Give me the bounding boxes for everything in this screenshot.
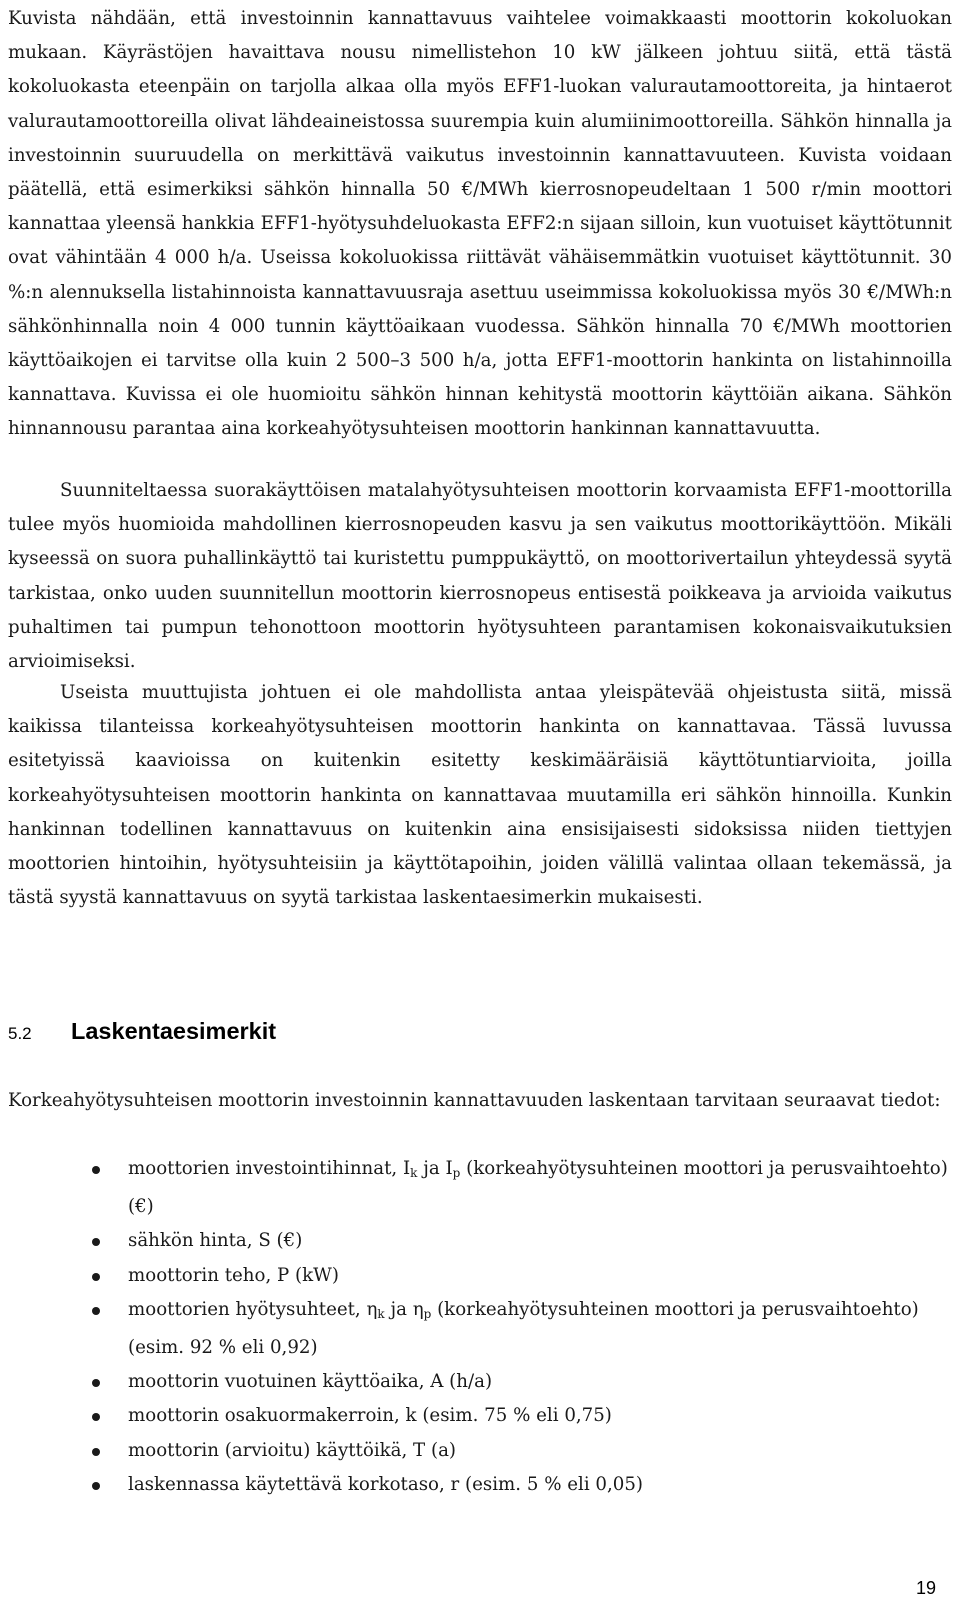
list-item: moottorin osakuormakerroin, k (esim. 75 % eli 0,75) [8, 1399, 952, 1433]
bullet-icon [92, 1238, 100, 1246]
list-item: moottorin teho, P (kW) [8, 1259, 952, 1293]
bullet-icon [92, 1307, 100, 1315]
paragraph: Useista muuttujista johtuen ei ole mahdollista antaa yleispätevää ohjeistusta siitä, missä kaikissa tilanteissa korkeahyötysuhteisen moottorin hankinta on kannattavaa. Tässä luvussa esitetyissä kaavioissa on kuitenkin esitetty keskimääräisiä käyttötuntiarvioita, joilla korkeahyötysuhteisen moottorin hankinta on kannattavaa muutamilla eri sähkön hinnoilla. Kunkin hankinnan todellinen kannattavuus on kuitenkin aina ensisijaisesti sidoksissa niiden tiettyjen moottorien hintoihin, hyötysuhteisiin ja käyttötapoihin, joiden välillä valintaa ollaan tekemässä, ja tästä syystä kannattavuus on syytä tarkistaa laskentaesimerkin mukaisesti. [8, 682, 952, 909]
bullet-icon [92, 1166, 100, 1174]
list-block [8, 1152, 952, 1502]
paragraph: Kuvista nähdään, että investoinnin kannattavuus vaihtelee voimakkaasti moottorin kokoluokan mukaan. Käyrästöjen havaittava nousu nimellistehon 10 kW jälkeen johtuu siitä, että tästä kokoluokasta eteenpäin on tarjolla alkaa olla myös EFF1-luokan valurautamoottoreita, ja hintaerot valurautamoottoreilla olivat lähdeaineistossa suurempia kuin alumiinimoottoreilla. Sähkön hinnalla ja investoinnin suuruudella on merkittävä vaikutus investoinnin kannattavuuteen. Kuvista voidaan päätellä, että esimerkiksi sähkön hinnalla 50 €/MWh kierrosnopeudeltaan 1 500 r/min moottori kannattaa yleensä hankkia EFF1-hyötysuhdeluokasta EFF2:n sijaan silloin, kun vuotuiset käyttötunnit ovat vähintään 4 000 h/a. Useissa kokoluokissa riittävät vähäisemmätkin vuotuiset käyttötunnit. 30 %:n alennuksella listahinnoista kannattavuusraja asettuu useimmissa kokoluokissa myös 30 €/MWh:n sähkönhinnalla noin 4 000 tunnin käyttöaikaan vuodessa. Sähkön hinnalla 70 €/MWh moottorien käyttöaikojen ei tarvitse olla kuin 2 500–3 500 h/a, jotta EFF1-moottorin hankinta on listahinnoilla kannattava. Kuvissa ei ole huomioitu sähkön hinnan kehitystä moottorin käyttöiän aikana. Sähkön hinnannousu parantaa aina korkeahyötysuhteisen moottorin hankinnan kannattavuutta. [8, 8, 952, 440]
bullet-icon [92, 1413, 100, 1421]
intro-paragraph: Korkeahyötysuhteisen moottorin investoinnin kannattavuuden laskentaan tarvitaan seuraavat tiedot: [8, 1090, 941, 1111]
bullet-icon [92, 1379, 100, 1387]
paragraph-block-3 [8, 676, 952, 915]
section-heading [8, 1018, 276, 1046]
section-number: 5.2 [8, 1024, 32, 1043]
list-item: sähkön hinta, S (€) [8, 1224, 952, 1258]
list-item: laskennassa käytettävä korkotaso, r (esim. 5 % eli 0,05) [8, 1468, 952, 1502]
list-item: moottorien hyötysuhteet, $\eta_k$ ja $\eta_p$ (korkeahyötysuhteinen moottori ja perusvaihtoehto) (esim. 92 % eli 0,92) [8, 1293, 952, 1365]
paragraph-block-1 [8, 2, 952, 447]
intro-block [8, 1084, 952, 1118]
bullet-icon [92, 1482, 100, 1490]
bullet-icon [92, 1273, 100, 1281]
bullet-list [8, 1152, 952, 1502]
list-item: moottorin vuotuinen käyttöaika, A (h/a) [8, 1365, 952, 1399]
bullet-icon [92, 1448, 100, 1456]
paragraph: Suunniteltaessa suorakäyttöisen matalahyötysuhteisen moottorin korvaamista EFF1-moottorilla tulee myös huomioida mahdollinen kierrosnopeuden kasvu ja sen vaikutus moottorikäyttöön. Mikäli kyseessä on suora puhallinkäyttö tai kuristettu pumppukäyttö, on moottorivertailun yhteydessä syytä tarkistaa, onko uuden suunnitellun moottorin kierrosnopeus entisestä poikkeava ja arvioida vaikutus puhaltimen tai pumpun tehonottoon moottorin hyötysuhteen parantamisen kokonaisvaikutuksien arvioimiseksi. [8, 480, 952, 673]
section-title: Laskentaesimerkit [71, 1018, 277, 1044]
page-number: 19 [915, 1578, 936, 1598]
list-item: moottorien investointihinnat, $I_k$ ja $I_p$ (korkeahyötysuhteinen moottori ja perusvaihtoehto) (€) [8, 1152, 952, 1224]
paragraph-block-2 [8, 474, 952, 679]
list-item: moottorin (arvioitu) käyttöikä, T (a) [8, 1434, 952, 1468]
